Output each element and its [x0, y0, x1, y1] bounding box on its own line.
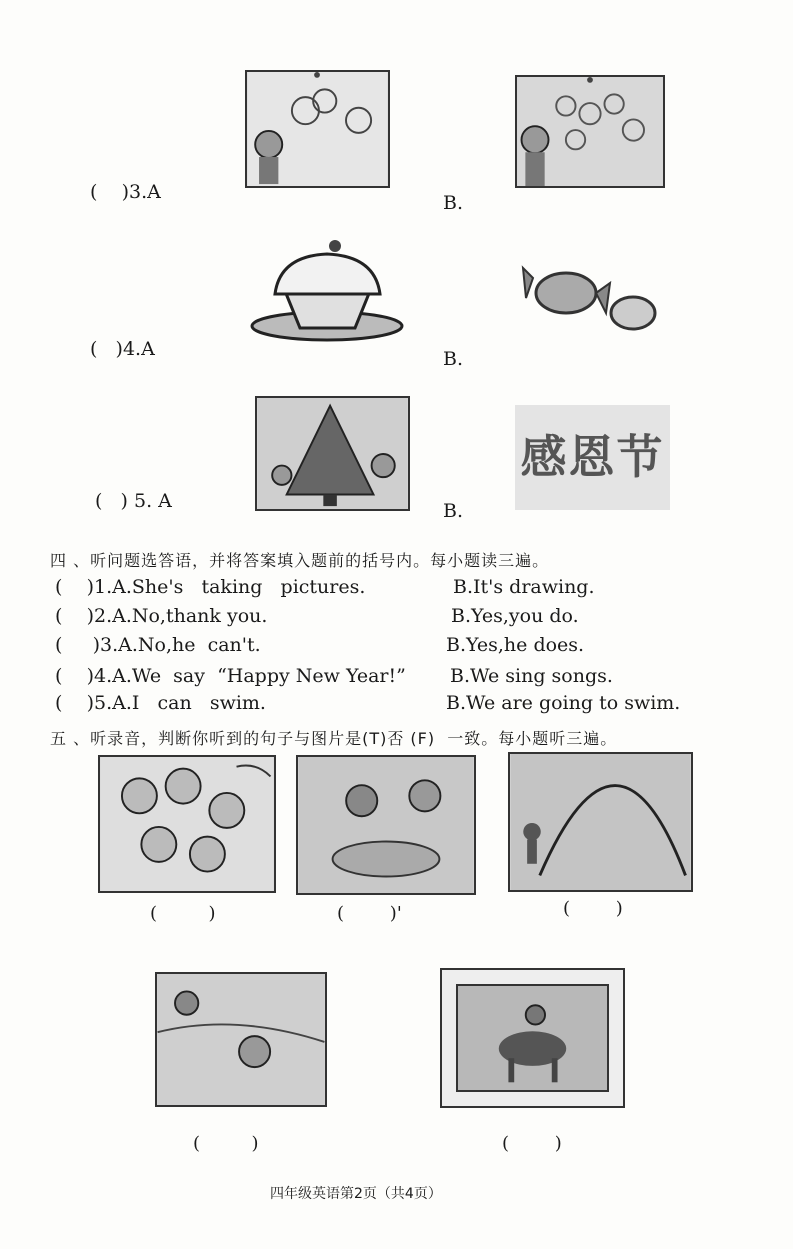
s4-q2-b: B.Yes,you do. [451, 605, 579, 627]
section5-heading: 五 、听录音，判断你听到的句子与图片是(T)否 (F) 一致。每小题听三遍。 [50, 729, 618, 748]
picture-4b-candies [518, 238, 663, 353]
picture-s5-2-party-dinner [296, 755, 476, 895]
q4-b-label: B. [443, 348, 464, 370]
s4-q2-a: ( )2.A.No,thank you. [55, 605, 268, 627]
picture-s5-1-kids-singing [98, 755, 276, 893]
s4-q5-a: ( )5.A.I can swim. [55, 692, 266, 714]
page-footer: 四年级英语第2页（共4页） [270, 1186, 442, 1202]
q3-b-label: B. [443, 192, 464, 214]
s4-q4-a: ( )4.A.We say “Happy New Year!” [55, 665, 406, 687]
s5-answer-blank-4[interactable]: ( ) [193, 1133, 259, 1154]
picture-s5-4-outdoor-scene [155, 972, 327, 1107]
picture-3b-kid-board-crowd [515, 75, 665, 188]
s5-answer-blank-1[interactable]: ( ) [150, 903, 216, 924]
s5-answer-blank-2[interactable]: ( )' [337, 903, 402, 924]
section4-heading: 四 、听问题选答语，并将答案填入题前的括号内。每小题读三遍。 [50, 551, 550, 570]
s5-answer-blank-3[interactable]: ( ) [563, 898, 623, 919]
picture-4a-cupcake [250, 236, 405, 346]
s4-q1-b: B.It's drawing. [453, 576, 595, 598]
q5-label: ( ) 5. A [95, 490, 172, 512]
s4-q3-a: ( )3.A.No,he can't. [55, 634, 261, 656]
s5-answer-blank-5[interactable]: ( ) [502, 1133, 562, 1154]
thanksgiving-sign-text: 感恩节 [520, 430, 665, 484]
s4-q5-b: B.We are going to swim. [446, 692, 681, 714]
picture-s5-5-horse-rider [440, 968, 625, 1108]
q4-label: ( )4.A [90, 338, 155, 360]
picture-5b-thanksgiving-sign [515, 405, 670, 510]
s4-q1-a: ( )1.A.She's taking pictures. [55, 576, 366, 598]
picture-3a-kid-board-friends [245, 70, 390, 188]
picture-5a-christmas-tree [255, 396, 410, 511]
s4-q4-b: B.We sing songs. [450, 665, 613, 687]
picture-s5-3-jumping-arc [508, 752, 693, 892]
q3-label: ( )3.A [90, 181, 161, 203]
s4-q3-b: B.Yes,he does. [446, 634, 585, 656]
q5-b-label: B. [443, 500, 464, 522]
